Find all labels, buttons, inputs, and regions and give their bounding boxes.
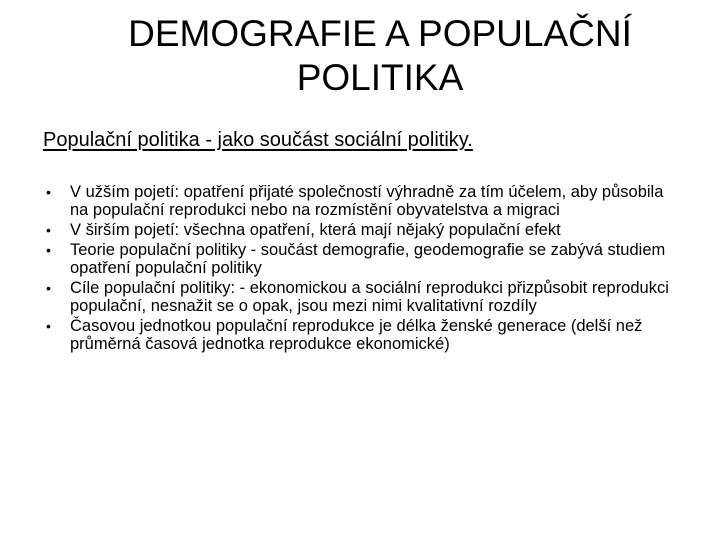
bullet-item (46, 279, 686, 315)
bullet-item (46, 241, 686, 277)
slide-title-line-2: POLITIKA (296, 57, 464, 98)
bullet-item (46, 183, 686, 219)
bullet-text: V užším pojetí: opatření přijaté společností výhradně za tím účelem, aby působila na populační reprodukci nebo na rozmístění obyvatelstva a migraci (70, 183, 664, 219)
bullet-text: V širším pojetí: všechna opatření, která mají nějaký populační efekt (70, 221, 561, 239)
bullet-text: Teorie populační politiky - součást demografie, geodemografie se zabývá studiem opatření populační politiky (70, 241, 666, 277)
bullet-marker: • (46, 242, 51, 258)
slide-title (40, 12, 720, 100)
bullet-text: Časovou jednotkou populační reprodukce je délka ženské generace (delší než průměrná časová jednotka reprodukce ekonomické) (70, 317, 643, 353)
bullet-marker: • (46, 222, 51, 238)
bullet-item (46, 221, 686, 239)
slide-subtitle: Populační politika - jako součást sociální politiky. (43, 129, 473, 151)
bullet-item (46, 317, 686, 353)
bullet-marker: • (46, 184, 51, 200)
bullet-text: Cíle populační politiky: - ekonomickou a sociální reprodukci přizpůsobit reprodukci populační, nesnažit se o opak, jsou mezi nimi kvalitativní rozdíly (70, 279, 669, 315)
bullet-marker: • (46, 280, 51, 296)
slide-title-line-1: DEMOGRAFIE A POPULAČNÍ (128, 13, 632, 54)
bullet-marker: • (46, 318, 51, 334)
bullet-list (46, 183, 686, 355)
